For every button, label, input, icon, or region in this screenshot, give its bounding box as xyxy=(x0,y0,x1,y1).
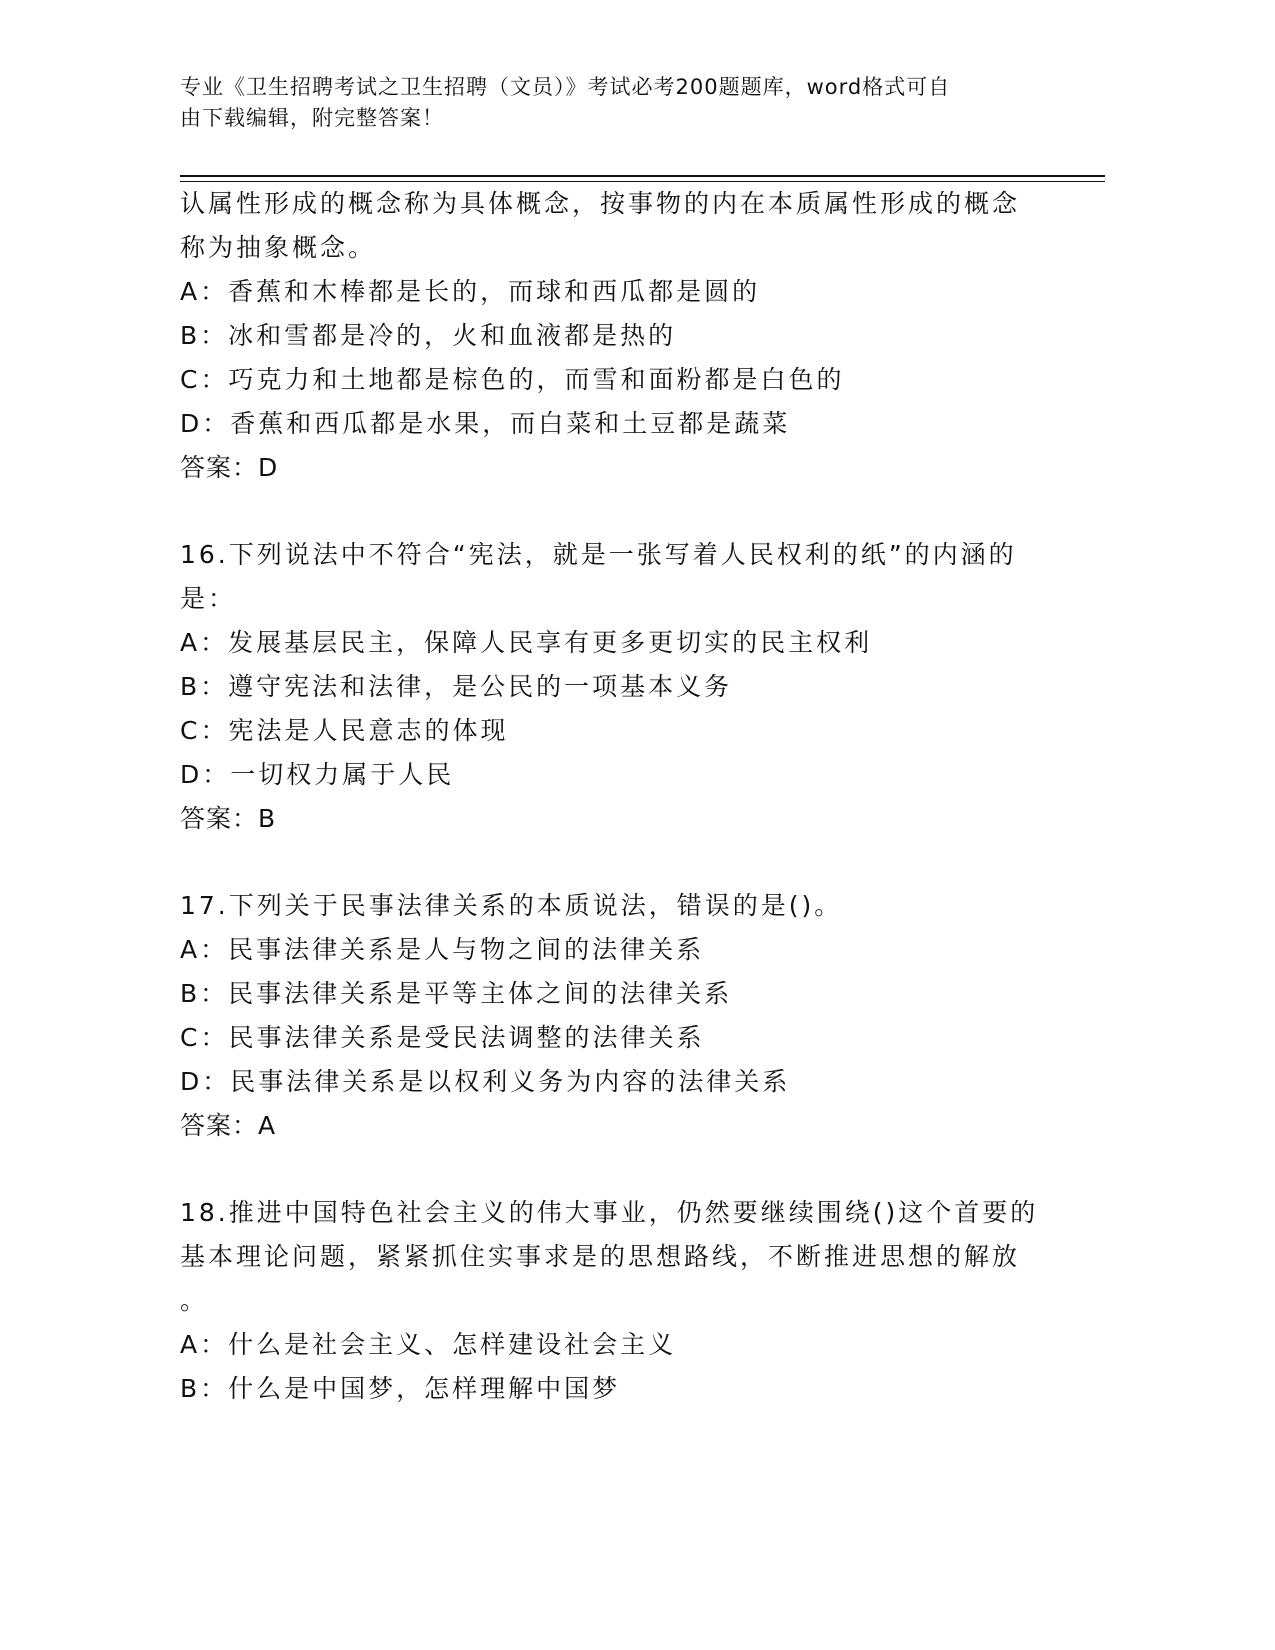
question-text-line: 17.下列关于民事法律关系的本质说法，错误的是()。 xyxy=(180,891,843,920)
question-16 xyxy=(180,533,1080,841)
question-text-line: 16.下列说法中不符合“宪法，就是一张写着人民权利的纸”的内涵的 xyxy=(180,540,1017,569)
option-d: D：香蕉和西瓜都是水果，而白菜和土豆都是蔬菜 xyxy=(180,409,791,438)
answer-line: 答案：D xyxy=(180,453,279,482)
document-body xyxy=(180,182,1080,1411)
header-line-2: 由下载编辑，附完整答案！ xyxy=(180,106,444,130)
header-divider-thick xyxy=(180,175,1105,177)
question-text-line: 。 xyxy=(180,1286,209,1315)
question-18 xyxy=(180,1191,1080,1411)
question-spacer xyxy=(180,490,1080,533)
option-c: C：宪法是人民意志的体现 xyxy=(180,716,509,745)
option-d: D：民事法律关系是以权利义务为内容的法律关系 xyxy=(180,1067,791,1096)
answer-line: 答案：A xyxy=(180,1111,277,1140)
question-15-continuation xyxy=(180,182,1080,490)
option-d: D：一切权力属于人民 xyxy=(180,760,455,789)
question-text-line: 基本理论问题，紧紧抓住实事求是的思想路线，不断推进思想的解放 xyxy=(180,1242,1021,1271)
answer-line: 答案：B xyxy=(180,804,277,833)
option-b: B：冰和雪都是冷的，火和血液都是热的 xyxy=(180,321,677,350)
option-b: B：遵守宪法和法律，是公民的一项基本义务 xyxy=(180,672,733,701)
option-a: A：民事法律关系是人与物之间的法律关系 xyxy=(180,935,705,964)
option-c: C：巧克力和土地都是棕色的，而雪和面粉都是白色的 xyxy=(180,365,845,394)
option-a: A：香蕉和木棒都是长的，而球和西瓜都是圆的 xyxy=(180,277,761,306)
question-text-line: 认属性形成的概念称为具体概念，按事物的内在本质属性形成的概念 xyxy=(180,189,1021,218)
question-text-line: 18.推进中国特色社会主义的伟大事业，仍然要继续围绕()这个首要的 xyxy=(180,1198,1039,1227)
document-header xyxy=(180,72,1060,134)
question-text-line: 是： xyxy=(180,584,237,613)
option-c: C：民事法律关系是受民法调整的法律关系 xyxy=(180,1023,705,1052)
option-a: A：发展基层民主，保障人民享有更多更切实的民主权利 xyxy=(180,628,873,657)
question-text-line: 称为抽象概念。 xyxy=(180,233,377,262)
question-17 xyxy=(180,884,1080,1148)
option-b: B：什么是中国梦，怎样理解中国梦 xyxy=(180,1374,621,1403)
option-a: A：什么是社会主义、怎样建设社会主义 xyxy=(180,1330,677,1359)
question-spacer xyxy=(180,1148,1080,1191)
option-b: B：民事法律关系是平等主体之间的法律关系 xyxy=(180,979,733,1008)
header-line-1: 专业《卫生招聘考试之卫生招聘（文员）》考试必考200题题库，word格式可自 xyxy=(180,75,951,99)
question-spacer xyxy=(180,841,1080,884)
